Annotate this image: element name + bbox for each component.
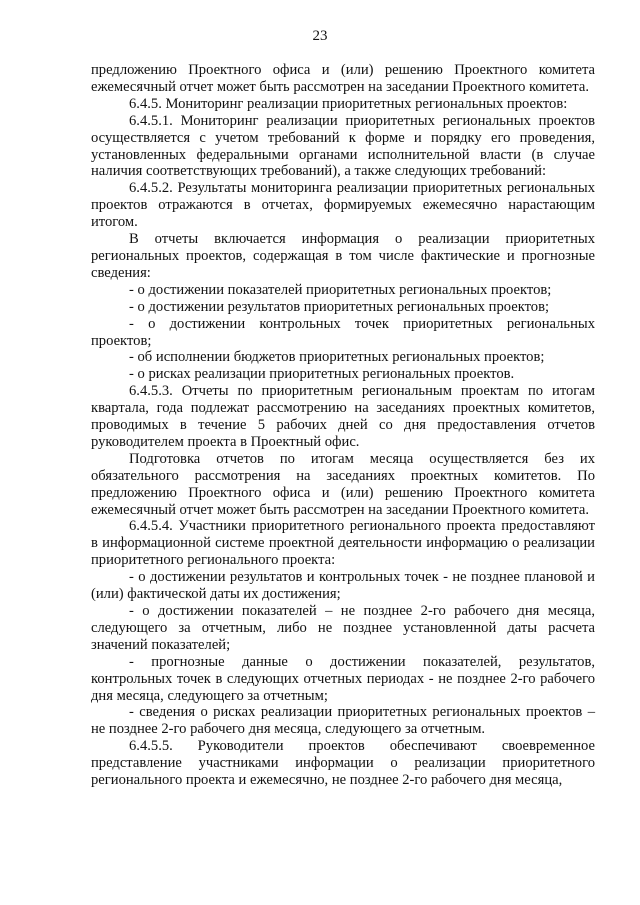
document-body xyxy=(91,62,595,789)
list-item: - сведения о рисках реализации приоритетных региональных проектов – не позднее 2-го рабочего дня месяца, следующего за отчетным. xyxy=(91,704,595,738)
list-item: - о достижении показателей – не позднее 2-го рабочего дня месяца, следующего за отчетным, либо не позднее установленной даты расчета значений показателей; xyxy=(91,603,595,653)
paragraph: 6.4.5.4. Участники приоритетного регионального проекта предоставляют в информационной системе проектной деятельности информацию о реализации приоритетного регионального проекта: xyxy=(91,518,595,569)
list-item: - о достижении контрольных точек приоритетных региональных проектов; xyxy=(91,315,595,349)
paragraph: 6.4.5.5. Руководители проектов обеспечивают своевременное представление участниками информации о реализации приоритетного регионального проекта и ежемесячно, не позднее 2-го рабочего дня месяца, xyxy=(91,738,595,789)
paragraph: Подготовка отчетов по итогам месяца осуществляется без их обязательного рассмотрения на заседаниях проектных комитетов. По предложению Проектного офиса и (или) решению Проектного комитета ежемесячный отчет может быть рассмотрен на заседании Проектного комитета. xyxy=(91,450,595,518)
paragraph: предложению Проектного офиса и (или) решению Проектного комитета ежемесячный отчет может быть рассмотрен на заседании Проектного комитета. xyxy=(91,62,595,95)
list-item: - о достижении результатов приоритетных региональных проектов; xyxy=(129,298,550,315)
paragraph: В отчеты включается информация о реализации приоритетных региональных проектов, содержащая в том числе фактические и прогнозные сведения: xyxy=(91,231,595,281)
paragraph: 6.4.5.1. Мониторинг реализации приоритетных региональных проектов осуществляется с учетом требований к форме и порядку его проведения, установленных федеральными органами исполнительной власти (в случае наличия соответствующих требований), а также следующих требований: xyxy=(91,112,595,180)
list-item: - о достижении показателей приоритетных региональных проектов; xyxy=(129,281,552,298)
list-item: - об исполнении бюджетов приоритетных региональных проектов; xyxy=(129,349,545,366)
list-item: - о достижении результатов и контрольных точек - не позднее плановой и (или) фактической даты их достижения; xyxy=(91,569,595,603)
paragraph: 6.4.5.2. Результаты мониторинга реализации приоритетных региональных проектов отражаются в отчетах, формируемых ежемесячно нарастающим итогом. xyxy=(91,180,595,231)
page-number: 23 xyxy=(312,28,328,44)
list-item: - о рисках реализации приоритетных региональных проектов. xyxy=(129,366,515,383)
paragraph: 6.4.5. Мониторинг реализации приоритетных региональных проектов: xyxy=(129,95,568,112)
paragraph: 6.4.5.3. Отчеты по приоритетным региональным проектам по итогам квартала, года подлежат рассмотрению на заседаниях проектных комитетов, проводимых в течение 5 рабочих дней со дня предоставления отчетов руководителем проекта в Проектный офис. xyxy=(91,383,595,450)
list-item: - прогнозные данные о достижении показателей, результатов, контрольных точек в следующих отчетных периодах - не позднее 2-го рабочего дня месяца, следующего за отчетным; xyxy=(91,653,595,704)
